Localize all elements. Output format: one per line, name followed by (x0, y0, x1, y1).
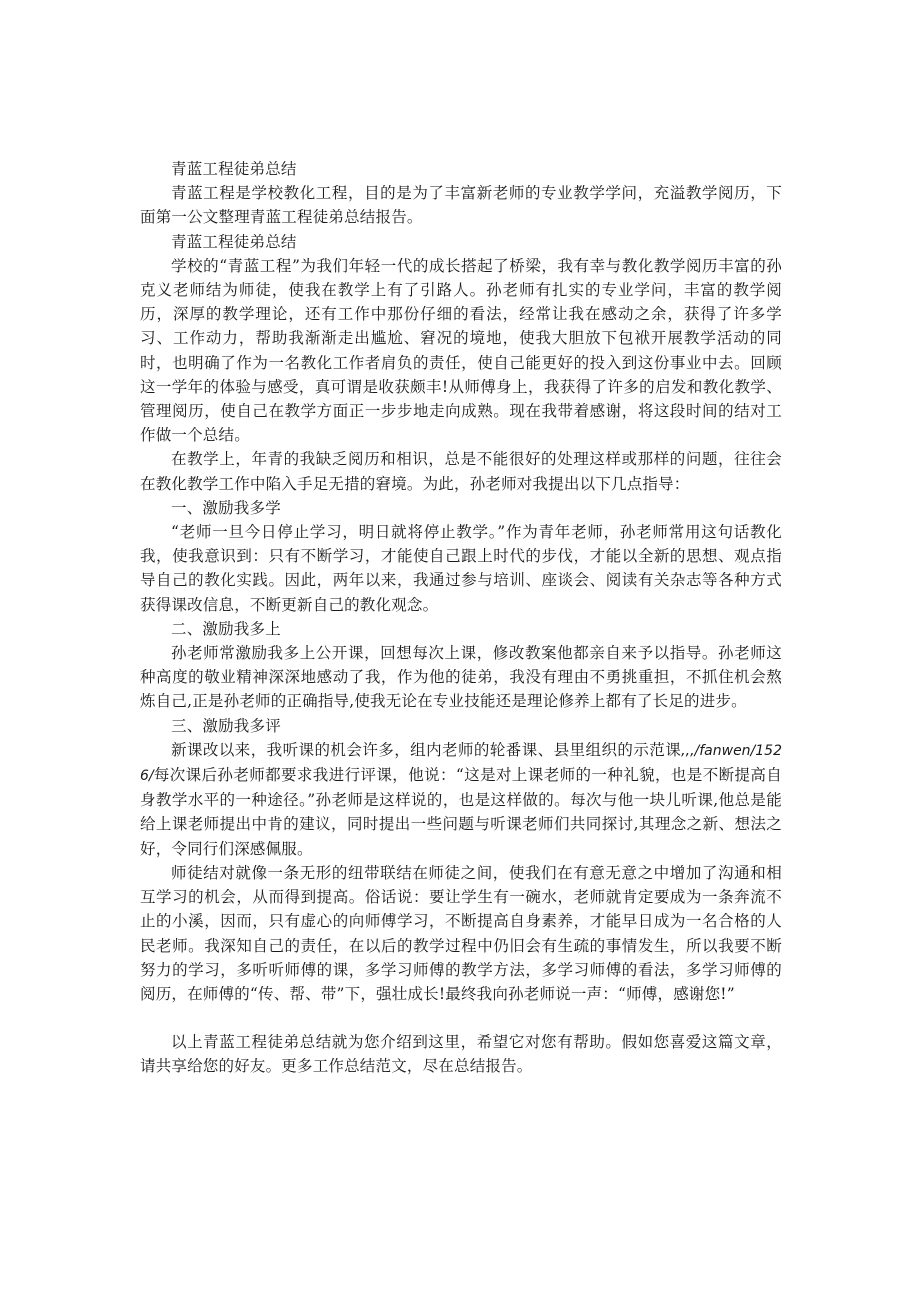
section-heading-3: 三、激励我多评 (171, 716, 281, 735)
blank-line (140, 1006, 782, 1030)
paragraph-5 (140, 738, 782, 861)
document-subtitle: 青蓝工程徒弟总结 (171, 232, 297, 251)
paragraph-6: 师徒结对就像一条无形的纽带联结在师徒之间，使我们在有意无意之中增加了沟通和相互学习的机会，从而得到提高。俗话说：要让学生有一碗水，老师就肯定要成为一条奔流不止的小溪，因而，只有虚心的向师傅学习，不断提高自身素养，才能早日成为一名合格的人民老师。我深知自己的责任，在以后的教学过程中仍旧会有生疏的事情发生，所以我要不断努力的学习，多听听师傅的课，多学习师傅的教学方法，多学习师傅的看法，多学习师傅的阅历，在师傅的“传、帮、带”下，强壮成长!最终我向孙老师说一声：“师傅，感谢您!” (140, 863, 782, 1003)
closing-paragraph: 以上青蓝工程徒弟总结就为您介绍到这里，希望它对您有帮助。假如您喜爱这篇文章，请共享给您的好友。更多工作总结范文，尽在总结报告。 (140, 1033, 782, 1076)
paragraph-5-text-b: 每次课后孙老师都要求我进行评课，他说：“这是对上课老师的一种礼貌，也是不断提高自身教学水平的一种途径。”孙老师是这样说的，也是这样做的。每次与他一块儿听课,他总是能给上课老师提出中肯的建议，同时提出一些问题与听课老师们共同探讨,其理念之新、想法之好，令同行们深感佩服。 (140, 766, 782, 858)
paragraph-2: 在教学上，年青的我缺乏阅历和相识，总是不能很好的处理这样或那样的问题，往往会在教化教学工作中陷入手足无措的窘境。为此，孙老师对我提出以下几点指导： (140, 450, 782, 493)
paragraph-3: “老师一旦今日停止学习，明日就将停止教学。”作为青年老师，孙老师常用这句话教化我，使我意识到：只有不断学习，才能使自己跟上时代的步伐，才能以全新的思想、观点指导自己的教化实践。因此，两年以来，我通过参与培训、座谈会、阅读有关杂志等各种方式获得课改信息，不断更新自己的教化观念。 (140, 523, 782, 614)
paragraph-1: 学校的“青蓝工程”为我们年轻一代的成长搭起了桥梁，我有幸与教化教学阅历丰富的孙克义老师结为师徒，使我在教学上有了引路人。孙老师有扎实的专业学问，丰富的教学阅历，深厚的教学理论，还有工作中那份仔细的看法，经常让我在感动之余，获得了许多学习、工作动力，帮助我渐渐走出尴尬、窘况的境地，使我大胆放下包袱开展教学活动的同时，也明确了作为一名教化工作者肩负的责任，使自己能更好的投入到这份事业中去。回顾这一学年的体验与感受，真可谓是收获颇丰!从师傅身上，我获得了许多的启发和教化教学、管理阅历，使自己在教学方面正一步步地走向成熟。现在我带着感谢，将这段时间的结对工作做一个总结。 (140, 256, 782, 445)
section-heading-2: 二、激励我多上 (171, 619, 281, 638)
paragraph-5-text-a: 新课改以来，我听课的机会许多，组内老师的轮番课、县里组织的示范课 (171, 740, 682, 759)
document-body (140, 157, 782, 1079)
paragraph-4: 孙老师常激励我多上公开课，回想每次上课，修改教案他都亲自来予以指导。孙老师这种高度的敬业精神深深地感动了我，作为他的徒弟，我没有理由不勇挑重担，不抓住机会熬炼自己,正是孙老师的正确指导,使我无论在专业技能还是理论修养上都有了长足的进步。 (140, 644, 782, 711)
paragraph-5-url: ,,,/fanwen/1526/ (140, 742, 782, 785)
document-title: 青蓝工程徒弟总结 (171, 160, 297, 178)
intro-paragraph: 青蓝工程是学校教化工程，目的是为了丰富新老师的专业教学学问，充溢教学阅历，下面第一公文整理青蓝工程徒弟总结报告。 (140, 184, 782, 227)
section-heading-1: 一、激励我多学 (171, 498, 281, 517)
